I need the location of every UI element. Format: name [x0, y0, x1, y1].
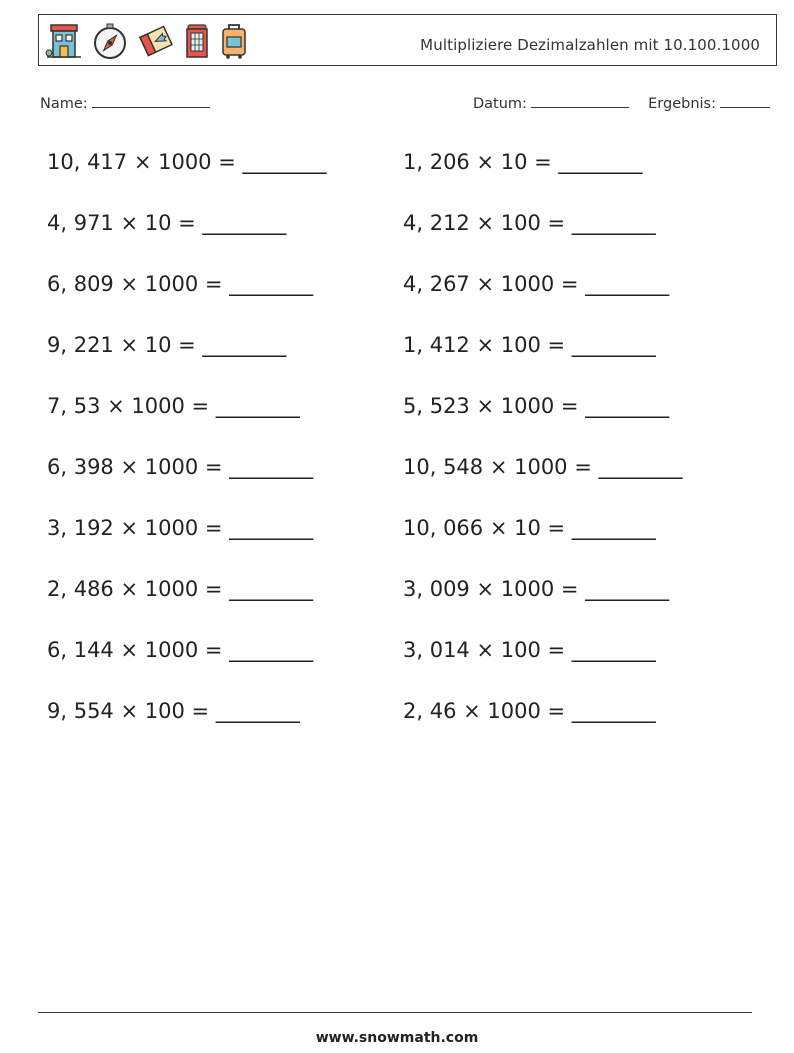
name-field — [40, 93, 210, 112]
result-blank[interactable] — [720, 93, 770, 108]
problem-item: 3, 014 × 100 = ________ — [403, 638, 656, 662]
problem-item: 4, 971 × 10 = ________ — [47, 211, 287, 235]
problem-item: 7, 53 × 1000 = ________ — [47, 394, 300, 418]
ticket-icon — [137, 21, 175, 61]
problem-item: 6, 144 × 1000 = ________ — [47, 638, 314, 662]
problem-item: 2, 46 × 1000 = ________ — [403, 699, 656, 723]
header-box — [38, 14, 777, 66]
problem-item: 9, 554 × 100 = ________ — [47, 699, 300, 723]
header-icons — [45, 20, 249, 62]
footer-divider — [38, 1012, 752, 1013]
problem-item: 6, 809 × 1000 = ________ — [47, 272, 314, 296]
worksheet-title: Multipliziere Dezimalzahlen mit 10.100.1000 — [420, 36, 760, 54]
name-blank[interactable] — [92, 93, 210, 108]
phone-booth-icon — [183, 21, 211, 61]
problem-item: 10, 066 × 10 = ________ — [403, 516, 656, 540]
problem-item: 10, 548 × 1000 = ________ — [403, 455, 683, 479]
problem-item: 1, 206 × 10 = ________ — [403, 150, 643, 174]
date-blank[interactable] — [531, 93, 629, 108]
problem-item: 4, 267 × 1000 = ________ — [403, 272, 670, 296]
problem-item: 1, 412 × 100 = ________ — [403, 333, 656, 357]
problem-item: 2, 486 × 1000 = ________ — [47, 577, 314, 601]
compass-icon — [91, 21, 129, 61]
footer-site: www.snowmath.com — [315, 1030, 479, 1046]
problem-item: 3, 192 × 1000 = ________ — [47, 516, 314, 540]
problem-item: 9, 221 × 10 = ________ — [47, 333, 287, 357]
suitcase-icon — [219, 21, 249, 61]
building-icon — [45, 21, 83, 61]
name-label: Name: — [40, 96, 88, 112]
problem-item: 5, 523 × 1000 = ________ — [403, 394, 670, 418]
problem-item: 3, 009 × 1000 = ________ — [403, 577, 670, 601]
date-label: Datum: — [472, 96, 527, 112]
problem-item: 6, 398 × 1000 = ________ — [47, 455, 314, 479]
problem-item: 10, 417 × 1000 = ________ — [47, 150, 327, 174]
date-result-fields — [473, 93, 770, 112]
result-label: Ergebnis: — [648, 96, 716, 112]
problem-item: 4, 212 × 100 = ________ — [403, 211, 656, 235]
